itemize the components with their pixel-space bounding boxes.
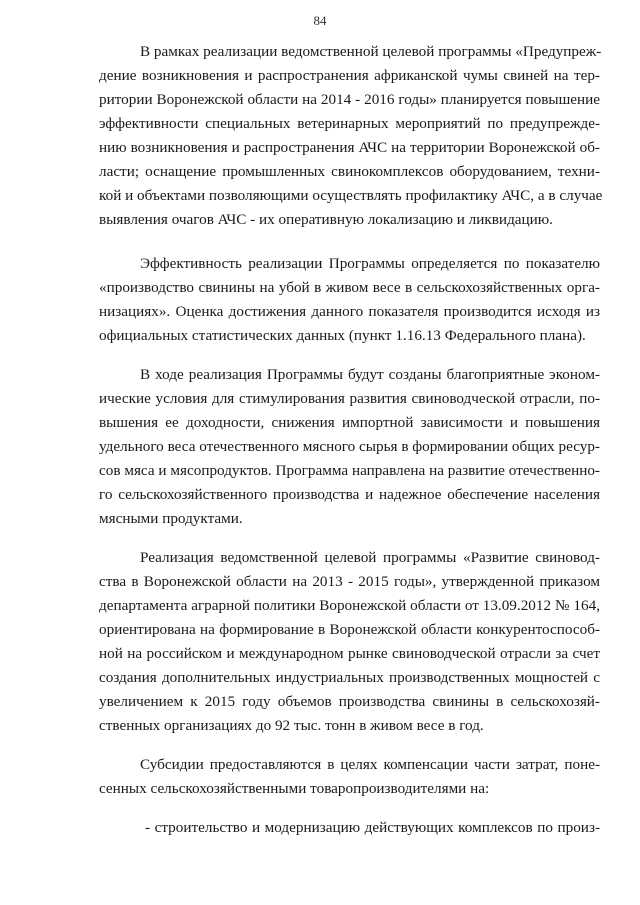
paragraph-4-line: создания дополнительных индустриальных производственных мощностей с	[99, 669, 600, 686]
paragraph-2-line: Эффективность реализации Программы определяется по показателю	[140, 255, 600, 272]
paragraph-1-line: В рамках реализации ведомственной целевой программы «Предупреж-	[140, 43, 602, 60]
paragraph-1-line: нию возникновения и распространения АЧС на территории Воронежской об-	[99, 139, 600, 156]
paragraph-5-line: Субсидии предоставляются в целях компенсации части затрат, поне-	[140, 756, 600, 773]
paragraph-3-line: мясными продуктами.	[99, 510, 243, 527]
paragraph-1-line: ласти; оснащение промышленных свинокомплексов оборудованием, техни-	[99, 163, 600, 180]
paragraph-1-line: дение возникновения и распространения африканской чумы свиней на тер-	[99, 67, 600, 84]
paragraph-1-line: выявления очагов АЧС - их оперативную локализацию и ликвидацию.	[99, 211, 553, 228]
page-number: 84	[313, 13, 327, 28]
paragraph-3-line: В ходе реализация Программы будут созданы благоприятные эконом-	[140, 366, 600, 383]
paragraph-2-line: официальных статистических данных (пункт 1.16.13 Федерального плана).	[99, 327, 586, 344]
paragraph-3-line: вышения ее доходности, снижения импортной зависимости и повышения	[99, 414, 600, 431]
paragraph-3-line: ические условия для стимулирования развития свиноводческой отрасли, по-	[99, 390, 600, 407]
paragraph-2-line: низациях». Оценка достижения данного показателя производится исходя из	[99, 303, 600, 320]
paragraph-1-line: ритории Воронежской области на 2014 - 2016 годы» планируется повышение	[99, 91, 600, 108]
paragraph-3-line: сов мяса и мясопродуктов. Программа направлена на развитие отечественно-	[99, 462, 600, 479]
list-item: - строительство и модернизацию действующих комплексов по произ-	[145, 819, 600, 836]
paragraph-1-line: эффективности специальных ветеринарных мероприятий по предупрежде-	[99, 115, 600, 132]
paragraph-4-line: ства в Воронежской области на 2013 - 2015 годы», утвержденной приказом	[99, 573, 600, 590]
paragraph-4-line: ной на российском и международном рынке свиноводческой отрасли за счет	[99, 645, 600, 662]
paragraph-4-line: департамента аграрной политики Воронежской области от 13.09.2012 № 164,	[99, 597, 600, 614]
paragraph-1-line: кой и объектами позволяющими осуществлять профилактику АЧС, а в случае	[99, 187, 603, 204]
paragraph-4-line: увеличением к 2015 году объемов производства свинины в сельскохозяй-	[99, 693, 600, 710]
paragraph-3-line: удельного веса отечественного мясного сырья в формировании общих ресур-	[99, 438, 600, 455]
paragraph-4-line: ственных организациях до 92 тыс. тонн в живом весе в год.	[99, 717, 484, 734]
paragraph-4-line: Реализация ведомственной целевой программы «Развитие свиновод-	[140, 549, 600, 566]
paragraph-2-line: «производство свинины на убой в живом весе в сельскохозяйственных орга-	[99, 279, 600, 296]
paragraph-4-line: ориентирована на формирование в Воронежской области конкурентоспособ-	[99, 621, 600, 638]
paragraph-3-line: го сельскохозяйственного производства и надежное обеспечение населения	[99, 486, 600, 503]
paragraph-5-line: сенных сельскохозяйственными товаропроизводителями на:	[99, 780, 490, 797]
